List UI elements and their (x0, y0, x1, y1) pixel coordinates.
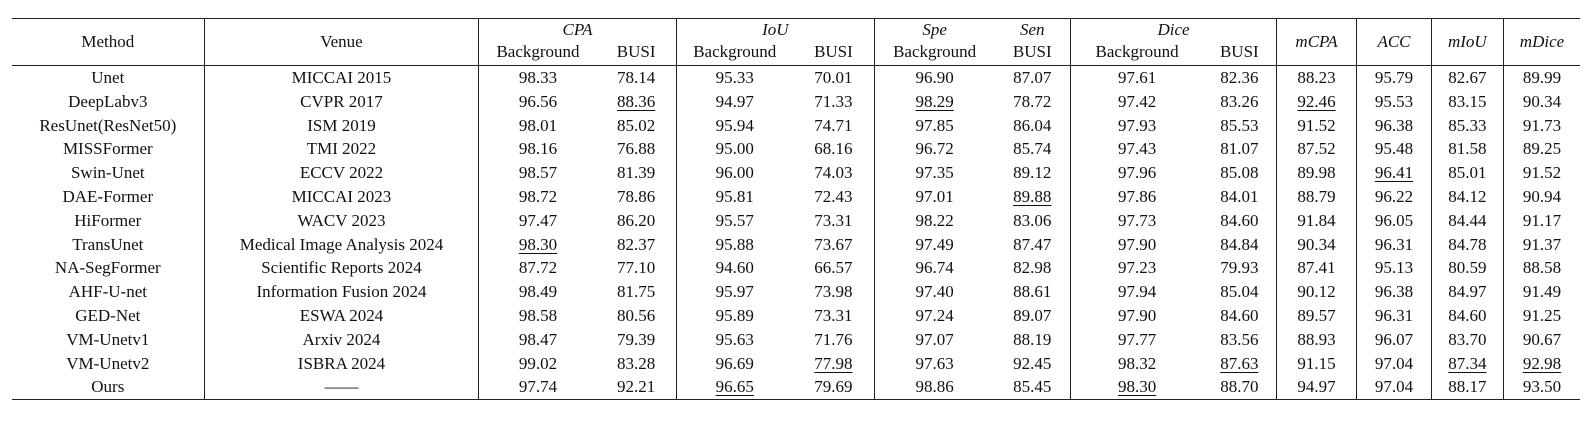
cell-value: 80.59 (1431, 256, 1503, 280)
cell-value: 96.05 (1357, 209, 1431, 233)
group-header-sen: Sen (994, 19, 1070, 42)
cell-value: 96.00 (676, 161, 793, 185)
cell-venue: WACV 2023 (204, 209, 479, 233)
cell-value: 96.65 (676, 375, 793, 399)
cell-value: 98.30 (479, 233, 597, 257)
cell-value: 95.88 (676, 233, 793, 257)
cell-venue: Scientific Reports 2024 (204, 256, 479, 280)
cell-value: 83.56 (1220, 329, 1259, 349)
cell-value: 96.07 (1357, 328, 1431, 352)
cell-value: 71.76 (814, 329, 853, 349)
cell-venue: ISBRA 2024 (204, 352, 479, 376)
cell-value: 91.52 (1503, 161, 1580, 185)
cell-value: 98.47 (479, 328, 597, 352)
cell-value: 87.34 (1431, 352, 1503, 376)
cell-venue: CVPR 2017 (204, 90, 479, 114)
sub-header-iou-background: Background (676, 41, 793, 66)
cell-value: 81.58 (1431, 137, 1503, 161)
col-header-method: Method (12, 19, 204, 66)
cell-value: 85.08 (1220, 163, 1259, 183)
cell-value: 88.61 (1013, 282, 1052, 302)
cell-method: AHF-U-net (68, 282, 147, 302)
cell-value: 95.63 (676, 328, 793, 352)
cell-value: 82.37 (617, 234, 656, 254)
cell-value: 72.43 (814, 186, 853, 206)
cell-venue: ISM 2019 (204, 114, 479, 138)
sub-header-dice-busi: BUSI (1203, 41, 1276, 66)
cell-value: 97.96 (1071, 161, 1203, 185)
cell-value: 88.23 (1276, 66, 1357, 90)
cell-value: 88.36 (617, 91, 656, 111)
cell-value: 91.73 (1503, 114, 1580, 138)
table-row (12, 352, 1580, 376)
cell-method: Unet (91, 68, 125, 87)
cell-value: 89.57 (1276, 304, 1357, 328)
cell-value: 88.58 (1503, 256, 1580, 280)
cell-value: 85.02 (617, 115, 656, 135)
cell-value: 84.12 (1431, 185, 1503, 209)
cell-venue: Medical Image Analysis 2024 (204, 233, 479, 257)
cell-value: 97.90 (1071, 233, 1203, 257)
cell-value: 73.98 (814, 282, 853, 302)
cell-method: ResUnet(ResNet50) (39, 115, 177, 135)
cell-method: HiFormer (74, 210, 142, 230)
table-row (12, 280, 1580, 304)
cell-value: 96.31 (1357, 233, 1431, 257)
cell-value: 66.57 (814, 258, 853, 278)
cell-value: 89.98 (1276, 161, 1357, 185)
cell-value: 97.43 (1071, 137, 1203, 161)
cell-method: DAE-Former (62, 186, 154, 206)
cell-value: 94.60 (676, 256, 793, 280)
cell-value: 88.79 (1276, 185, 1357, 209)
cell-method: TransUnet (72, 234, 144, 254)
cell-value: 97.23 (1071, 256, 1203, 280)
cell-value: 87.47 (1013, 234, 1052, 254)
cell-value: 98.49 (479, 280, 597, 304)
group-header-dice: Dice (1071, 19, 1277, 42)
cell-value: 91.37 (1503, 233, 1580, 257)
cell-value: 84.01 (1220, 186, 1259, 206)
cell-value: 92.21 (597, 375, 677, 399)
cell-value: 97.74 (479, 375, 597, 399)
cell-value: 70.01 (814, 68, 853, 87)
cell-value: 84.78 (1431, 233, 1503, 257)
cell-value: 85.53 (1220, 115, 1259, 135)
cell-value: 85.04 (1220, 282, 1259, 302)
cell-value: 96.31 (1357, 304, 1431, 328)
cell-value: 97.63 (874, 352, 994, 376)
cell-value: 80.56 (617, 305, 656, 325)
cell-value: 73.31 (814, 210, 853, 230)
cell-value: 79.93 (1220, 258, 1259, 278)
cell-value: 97.42 (1071, 90, 1203, 114)
cell-value: 96.74 (874, 256, 994, 280)
cell-value: 73.67 (814, 234, 853, 254)
cell-value: 82.36 (1220, 68, 1259, 87)
group-header-iou: IoU (676, 19, 874, 42)
sub-header-spe-background: Background (874, 41, 994, 66)
cell-value: 84.97 (1431, 280, 1503, 304)
cell-value: 98.58 (479, 304, 597, 328)
cell-value: 92.46 (1276, 90, 1357, 114)
cell-value: 87.41 (1276, 256, 1357, 280)
cell-value: 94.97 (676, 90, 793, 114)
cell-value: 96.56 (479, 90, 597, 114)
cell-value: 79.39 (617, 329, 656, 349)
cell-method: MISSFormer (62, 139, 153, 159)
cell-value: 86.20 (617, 210, 656, 230)
cell-value: 95.81 (676, 185, 793, 209)
cell-value: 95.48 (1357, 137, 1431, 161)
col-header-mcpa: mCPA (1276, 19, 1357, 66)
cell-value: 96.69 (676, 352, 793, 376)
table-row (12, 233, 1580, 257)
table-row (12, 375, 1580, 399)
sub-header-cpa-busi: BUSI (597, 41, 677, 66)
cell-value: 74.03 (814, 163, 853, 183)
cell-value: 77.98 (814, 353, 853, 373)
cell-value: 93.50 (1503, 375, 1580, 399)
cell-value: 96.38 (1357, 280, 1431, 304)
cell-value: 89.07 (1013, 305, 1052, 325)
cell-value: 88.70 (1203, 375, 1276, 399)
cell-value: 74.71 (814, 115, 853, 135)
cell-value: 89.88 (1013, 186, 1052, 206)
cell-value: 88.93 (1276, 328, 1357, 352)
cell-value: 97.04 (1357, 375, 1431, 399)
cell-value: 98.22 (874, 209, 994, 233)
cell-value: 87.72 (479, 256, 597, 280)
cell-value: 83.28 (617, 353, 656, 373)
cell-value: 91.49 (1503, 280, 1580, 304)
cell-value: 76.88 (617, 139, 656, 159)
cell-value: 91.15 (1276, 352, 1357, 376)
cell-value: 90.34 (1503, 90, 1580, 114)
cell-value: 92.45 (1013, 353, 1052, 373)
sub-header-sen-busi: BUSI (994, 41, 1070, 66)
cell-value: 92.98 (1503, 352, 1580, 376)
cell-value: 89.99 (1503, 66, 1580, 90)
cell-method: NA-SegFormer (54, 258, 161, 278)
cell-value: 97.90 (1071, 304, 1203, 328)
cell-venue: ECCV 2022 (204, 161, 479, 185)
table-row (12, 328, 1580, 352)
table-row (12, 304, 1580, 328)
cell-value: 90.67 (1503, 328, 1580, 352)
cell-value: 99.02 (479, 352, 597, 376)
cell-value: 96.22 (1357, 185, 1431, 209)
cell-value: 95.33 (676, 66, 793, 90)
sub-header-cpa-background: Background (479, 41, 597, 66)
cell-value: 81.39 (617, 163, 656, 183)
cell-value: 97.35 (874, 161, 994, 185)
table-row (12, 161, 1580, 185)
cell-venue: MICCAI 2023 (204, 185, 479, 209)
cell-method: VM-Unetv1 (66, 329, 150, 349)
cell-value: 97.85 (874, 114, 994, 138)
cell-value: 83.06 (1013, 210, 1052, 230)
cell-value: 97.01 (874, 185, 994, 209)
cell-venue: MICCAI 2015 (204, 66, 479, 90)
cell-value: 90.12 (1276, 280, 1357, 304)
cell-value: 87.52 (1276, 137, 1357, 161)
group-header-cpa: CPA (479, 19, 676, 42)
cell-value: 83.70 (1431, 328, 1503, 352)
cell-value: 98.57 (479, 161, 597, 185)
cell-value: 95.94 (676, 114, 793, 138)
cell-value: 78.86 (617, 186, 656, 206)
cell-value: 98.72 (479, 185, 597, 209)
cell-value: 96.41 (1357, 161, 1431, 185)
cell-value: 78.14 (617, 68, 656, 87)
table-row (12, 185, 1580, 209)
cell-value: 85.01 (1431, 161, 1503, 185)
table-row (12, 90, 1580, 114)
cell-value: 85.45 (994, 375, 1070, 399)
cell-value: 79.69 (793, 375, 875, 399)
cell-value: 97.49 (874, 233, 994, 257)
col-header-mdice: mDice (1503, 19, 1580, 66)
cell-value: 90.34 (1276, 233, 1357, 257)
table-row (12, 137, 1580, 161)
table-row (12, 66, 1580, 90)
cell-value: 84.60 (1431, 304, 1503, 328)
cell-value: 82.98 (1013, 258, 1052, 278)
cell-value: 95.97 (676, 280, 793, 304)
cell-venue: TMI 2022 (204, 137, 479, 161)
cell-value: 97.07 (874, 328, 994, 352)
cell-value: 84.84 (1220, 234, 1259, 254)
cell-method: DeepLabv3 (68, 91, 148, 111)
cell-method: GED-Net (75, 305, 141, 325)
group-header-spe: Spe (874, 19, 994, 42)
header-row-groups (12, 19, 1580, 42)
sub-header-iou-busi: BUSI (793, 41, 875, 66)
cell-value: 83.15 (1431, 90, 1503, 114)
cell-value: 83.26 (1220, 91, 1259, 111)
table-body (12, 66, 1580, 400)
cell-value: 97.40 (874, 280, 994, 304)
cell-value: 77.10 (617, 258, 656, 278)
cell-value: 86.04 (1013, 115, 1052, 135)
cell-value: 78.72 (1013, 91, 1052, 111)
table-row (12, 114, 1580, 138)
cell-value: 95.00 (676, 137, 793, 161)
cell-value: 81.07 (1220, 139, 1259, 159)
cell-value: 91.52 (1276, 114, 1357, 138)
cell-value: 95.89 (676, 304, 793, 328)
cell-venue: ESWA 2024 (204, 304, 479, 328)
cell-value: 88.17 (1431, 375, 1503, 399)
cell-value: 94.97 (1276, 375, 1357, 399)
cell-value: 97.94 (1071, 280, 1203, 304)
cell-value: 91.84 (1276, 209, 1357, 233)
col-header-acc: ACC (1357, 19, 1431, 66)
cell-value: 89.12 (1013, 163, 1052, 183)
cell-value: 68.16 (814, 139, 853, 159)
cell-value: 96.90 (874, 66, 994, 90)
cell-value: 85.33 (1431, 114, 1503, 138)
cell-method: Ours (12, 375, 204, 399)
cell-value: 97.86 (1071, 185, 1203, 209)
cell-value: 96.38 (1357, 114, 1431, 138)
cell-venue: Arxiv 2024 (204, 328, 479, 352)
cell-value: 98.32 (1071, 352, 1203, 376)
cell-value: 88.19 (1013, 329, 1052, 349)
cell-venue: —— (204, 375, 479, 399)
cell-value: 97.47 (479, 209, 597, 233)
cell-value: 98.33 (479, 66, 597, 90)
cell-value: 91.25 (1503, 304, 1580, 328)
col-header-venue: Venue (204, 19, 479, 66)
cell-value: 97.77 (1071, 328, 1203, 352)
cell-value: 97.93 (1071, 114, 1203, 138)
cell-value: 84.44 (1431, 209, 1503, 233)
cell-value: 95.13 (1357, 256, 1431, 280)
cell-value: 87.07 (1013, 68, 1052, 87)
cell-venue: Information Fusion 2024 (204, 280, 479, 304)
results-table (12, 18, 1580, 400)
cell-value: 98.16 (479, 137, 597, 161)
cell-method: VM-Unetv2 (66, 353, 150, 373)
cell-value: 71.33 (814, 91, 853, 111)
cell-value: 82.67 (1431, 66, 1503, 90)
cell-value: 97.61 (1071, 66, 1203, 90)
cell-method: Swin-Unet (70, 163, 145, 183)
cell-value: 97.24 (874, 304, 994, 328)
cell-value: 85.74 (1013, 139, 1052, 159)
cell-value: 84.60 (1220, 305, 1259, 325)
table-row (12, 256, 1580, 280)
cell-value: 97.04 (1357, 352, 1431, 376)
cell-value: 81.75 (617, 282, 656, 302)
cell-value: 98.86 (874, 375, 994, 399)
sub-header-dice-background: Background (1071, 41, 1203, 66)
cell-value: 98.01 (479, 114, 597, 138)
cell-value: 98.29 (874, 90, 994, 114)
cell-value: 89.25 (1503, 137, 1580, 161)
cell-value: 98.30 (1071, 375, 1203, 399)
cell-value: 91.17 (1503, 209, 1580, 233)
cell-value: 96.72 (874, 137, 994, 161)
cell-value: 95.57 (676, 209, 793, 233)
col-header-miou: mIoU (1431, 19, 1503, 66)
table-row (12, 209, 1580, 233)
cell-value: 73.31 (814, 305, 853, 325)
cell-value: 95.53 (1357, 90, 1431, 114)
cell-value: 90.94 (1503, 185, 1580, 209)
cell-value: 84.60 (1220, 210, 1259, 230)
cell-value: 97.73 (1071, 209, 1203, 233)
cell-value: 87.63 (1220, 353, 1259, 373)
cell-value: 95.79 (1357, 66, 1431, 90)
